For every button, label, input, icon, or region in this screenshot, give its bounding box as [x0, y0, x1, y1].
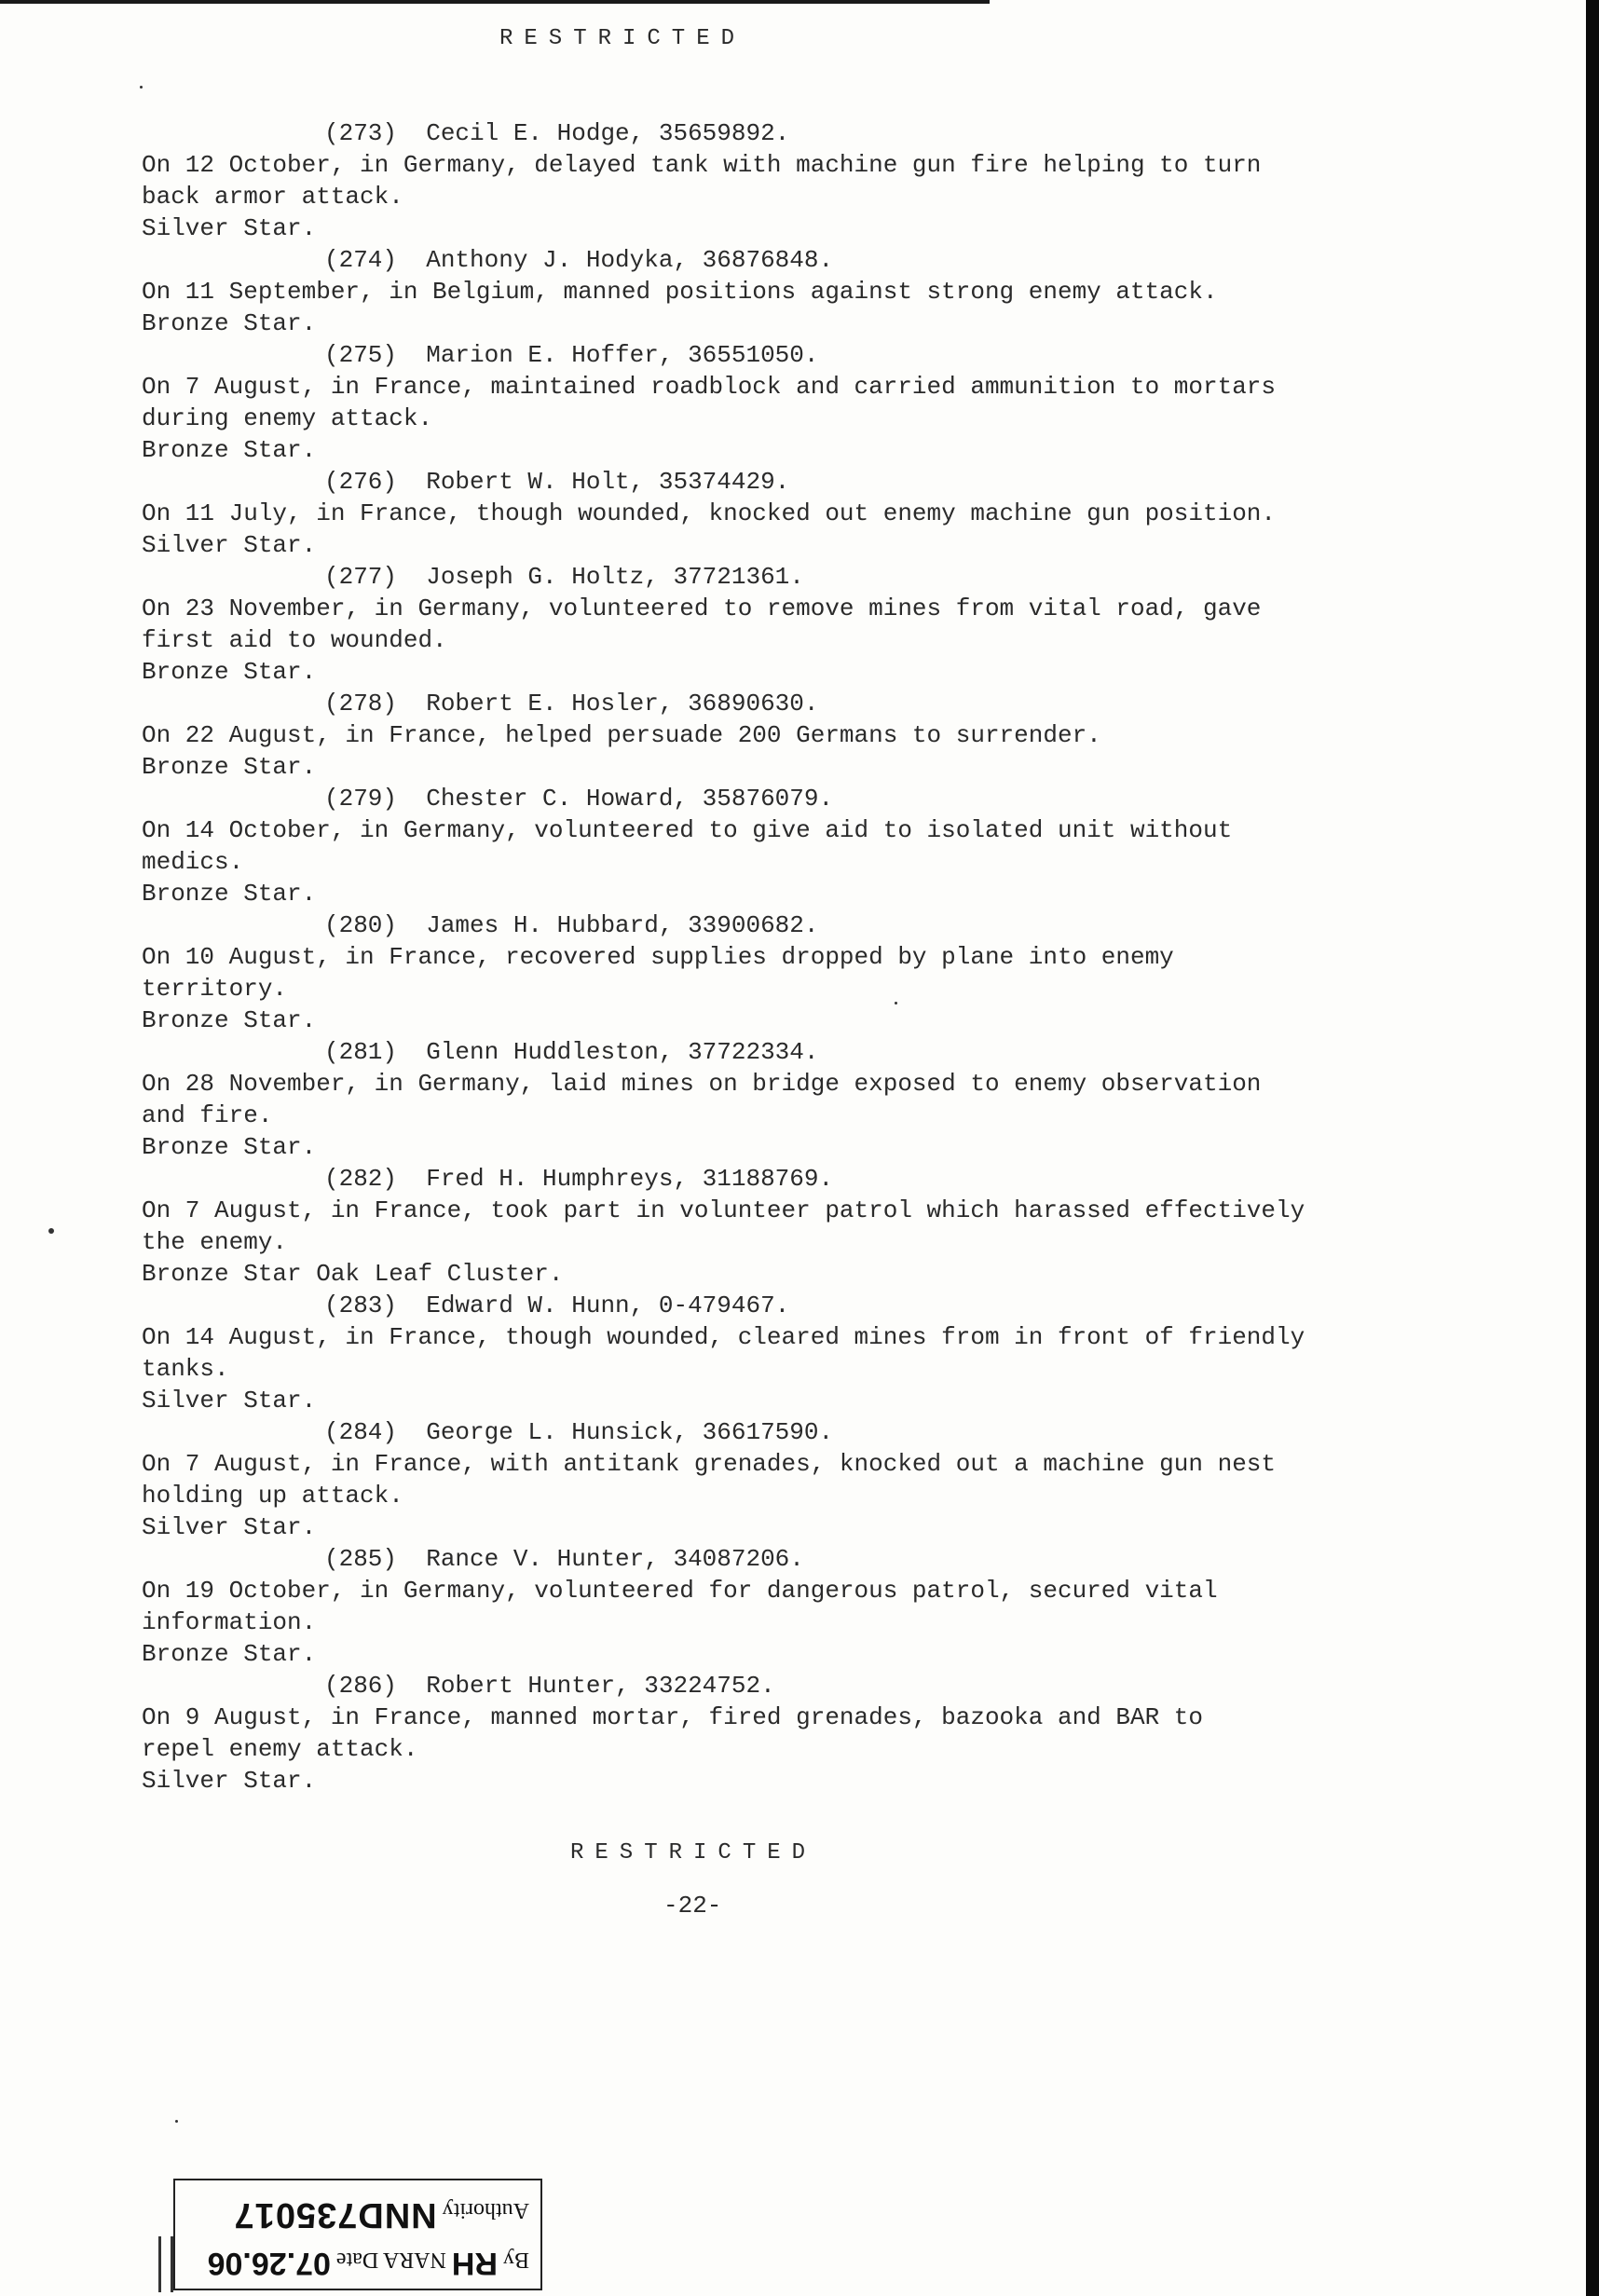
- authority-stamp-date: 07.26.06: [207, 2246, 331, 2281]
- citation-heading: (284) George L. Hunsick, 36617590.: [324, 1418, 834, 1446]
- header-restricted-stamp: [0, 26, 1599, 51]
- scan-speck: [140, 86, 143, 89]
- citation-text-line: and fire.: [142, 1101, 273, 1129]
- citation-award: Bronze Star.: [142, 1133, 317, 1161]
- citation-text-line: On 23 November, in Germany, volunteered to remove mines from vital road, gave: [142, 594, 1262, 622]
- citation-entry: [142, 339, 1428, 466]
- authority-stamp-nara-label: NARA Date: [335, 2248, 446, 2272]
- citation-award: Bronze Star.: [142, 658, 317, 686]
- citation-award: Silver Star.: [142, 1387, 317, 1414]
- citation-text-line: holding up attack.: [142, 1482, 403, 1510]
- citation-heading: (285) Rance V. Hunter, 34087206.: [324, 1545, 804, 1573]
- citation-text-line: territory.: [142, 975, 288, 1003]
- citation-text-line: On 12 October, in Germany, delayed tank with machine gun fire helping to turn: [142, 151, 1262, 179]
- page-number: -22-: [663, 1892, 722, 1920]
- citation-text-line: On 7 August, in France, maintained roadblock and carried ammunition to mortars: [142, 373, 1276, 401]
- citation-text-line: On 7 August, in France, took part in volunteer patrol which harassed effectively: [142, 1196, 1305, 1224]
- citation-award: Silver Star.: [142, 214, 317, 242]
- authority-stamp-authority-label: Authority: [442, 2198, 529, 2222]
- citation-award: Bronze Star Oak Leaf Cluster.: [142, 1260, 564, 1288]
- citation-heading: (283) Edward W. Hunn, 0-479467.: [324, 1292, 790, 1319]
- citation-heading: (282) Fred H. Humphreys, 31188769.: [324, 1165, 834, 1193]
- citation-heading: (273) Cecil E. Hodge, 35659892.: [324, 119, 790, 147]
- citation-entry: [142, 1670, 1428, 1797]
- citation-text-line: On 19 October, in Germany, volunteered for dangerous patrol, secured vital: [142, 1577, 1218, 1605]
- scan-speck: [175, 2120, 178, 2123]
- citation-entry: [142, 1163, 1428, 1290]
- citation-heading: (280) James H. Hubbard, 33900682.: [324, 911, 819, 939]
- citation-heading: (276) Robert W. Holt, 35374429.: [324, 468, 790, 496]
- citation-text-line: medics.: [142, 848, 244, 876]
- declassification-authority-stamp: [173, 2179, 542, 2290]
- citation-text-line: On 14 October, in Germany, volunteered to give aid to isolated unit without: [142, 816, 1233, 844]
- footer-restricted-stamp: RESTRICTED: [570, 1840, 817, 1866]
- citation-award: Bronze Star.: [142, 1640, 317, 1668]
- citation-heading: (281) Glenn Huddleston, 37722334.: [324, 1038, 819, 1066]
- citation-text-line: first aid to wounded.: [142, 626, 447, 654]
- top-edge-rule: [0, 0, 990, 4]
- citation-award: Bronze Star.: [142, 753, 317, 781]
- citation-entry: [142, 561, 1428, 688]
- citation-entry: [142, 1416, 1428, 1543]
- citation-text-line: during enemy attack.: [142, 404, 433, 432]
- citation-award: Silver Star.: [142, 1513, 317, 1541]
- citation-entry: [142, 466, 1428, 561]
- citation-text-line: back armor attack.: [142, 183, 403, 211]
- citation-entry: [142, 688, 1428, 783]
- citation-award: Bronze Star.: [142, 880, 317, 908]
- stamp-margin-bars: [158, 2236, 173, 2292]
- citation-text-line: On 7 August, in France, with antitank grenades, knocked out a machine gun nest: [142, 1450, 1276, 1478]
- citation-entry: [142, 909, 1428, 1036]
- citation-heading: (279) Chester C. Howard, 35876079.: [324, 785, 834, 813]
- scan-speck: [48, 1228, 54, 1234]
- citation-text-line: On 9 August, in France, manned mortar, fired grenades, bazooka and BAR to: [142, 1703, 1203, 1731]
- scan-speck: [895, 1002, 897, 1004]
- entries-list: [142, 117, 1428, 1797]
- authority-stamp-line-2: [234, 2194, 529, 2234]
- citation-text-line: On 10 August, in France, recovered supplies dropped by plane into enemy: [142, 943, 1174, 971]
- citation-award: Silver Star.: [142, 1767, 317, 1795]
- citation-heading: (286) Robert Hunter, 33224752.: [324, 1672, 775, 1700]
- citation-entry: [142, 1543, 1428, 1670]
- scan-right-edge: [1586, 0, 1599, 2296]
- citation-heading: (274) Anthony J. Hodyka, 36876848.: [324, 246, 834, 274]
- citation-text-line: On 11 July, in France, though wounded, knocked out enemy machine gun position.: [142, 499, 1276, 527]
- citation-heading: (277) Joseph G. Holtz, 37721361.: [324, 563, 804, 591]
- citation-entry: [142, 1036, 1428, 1163]
- citation-entry: [142, 1290, 1428, 1416]
- authority-stamp-by-label: By: [502, 2248, 529, 2272]
- citation-entry: [142, 244, 1428, 339]
- citation-award: Silver Star.: [142, 531, 317, 559]
- citation-text-line: the enemy.: [142, 1228, 288, 1256]
- citation-heading: (275) Marion E. Hoffer, 36551050.: [324, 341, 819, 369]
- citation-award: Bronze Star.: [142, 436, 317, 464]
- citation-award: Bronze Star.: [142, 309, 317, 337]
- authority-stamp-line-1: [208, 2245, 529, 2281]
- citation-entry: [142, 783, 1428, 909]
- citation-text-line: On 14 August, in France, though wounded, cleared mines from in front of friendly: [142, 1323, 1305, 1351]
- authority-stamp-initials: RH: [451, 2246, 498, 2281]
- citation-text-line: information.: [142, 1608, 317, 1636]
- citation-award: Bronze Star.: [142, 1006, 317, 1034]
- citation-text-line: tanks.: [142, 1355, 229, 1383]
- authority-stamp-code: NND735017: [233, 2195, 437, 2234]
- citation-text-line: On 22 August, in France, helped persuade 200 Germans to surrender.: [142, 721, 1101, 749]
- citation-text-line: repel enemy attack.: [142, 1735, 418, 1763]
- citation-text-line: On 28 November, in Germany, laid mines on bridge exposed to enemy observation: [142, 1070, 1262, 1098]
- header-restricted-text: RESTRICTED: [499, 26, 746, 51]
- citation-text-line: On 11 September, in Belgium, manned positions against strong enemy attack.: [142, 278, 1218, 306]
- citation-entry: [142, 117, 1428, 244]
- citation-heading: (278) Robert E. Hosler, 36890630.: [324, 690, 819, 718]
